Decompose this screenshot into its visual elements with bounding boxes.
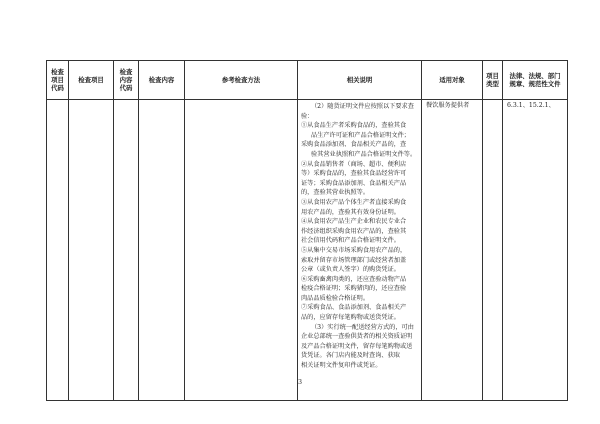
- header-item-code: 检查 项目 代码: [47, 61, 69, 100]
- description-line: 验：: [301, 112, 314, 120]
- header-target: 适用对象: [422, 61, 483, 100]
- header-laws: 法律、法规、部门 规章、规范性文件: [503, 61, 568, 100]
- cell-description: [298, 100, 422, 401]
- description-line: 及产品合格证明文件，留存每笔购物或送: [301, 342, 413, 350]
- description-line: 肉品品质检验合格证明。: [301, 294, 370, 302]
- description-line: ⑦采购食品、食品添加剂、食品相关产: [301, 304, 407, 312]
- header-description: 相关说明: [298, 61, 422, 100]
- description-line: 证等；采购食品添加剂、食品相关产品: [301, 179, 407, 187]
- laws-text: 6.3.1、15.2.1、: [507, 102, 555, 109]
- cell-content: [139, 100, 185, 401]
- table-row: [47, 100, 568, 401]
- header-type: 项目 类型: [483, 61, 503, 100]
- description-line: 检疫合格证明；采购猪肉的，还应查验: [301, 285, 407, 293]
- description-line: ③从食用农产品个体生产者直接采购食: [301, 198, 407, 206]
- description-line: 验其营业执照和产品合格证明文件等。: [311, 150, 417, 158]
- description-line: 用农产品的，查验其有效身份证明。: [301, 208, 400, 216]
- cell-content-code: [114, 100, 139, 401]
- cell-item: [69, 100, 114, 401]
- header-content-code: 检查 内容 代码: [114, 61, 139, 100]
- description-line: ⑥采购畜禽肉类的，还应查验动物产品: [301, 275, 407, 283]
- header-content: 检查内容: [139, 61, 185, 100]
- description-line: ④从食用农产品生产企业和农民专业合: [301, 218, 407, 226]
- description-line: （3）实行统一配送经营方式的，可由: [311, 323, 414, 331]
- description-line: ⑤从集中交易市场采购食用农产品的，: [301, 246, 407, 254]
- cell-method: [185, 100, 298, 401]
- header-item: 检查项目: [69, 61, 114, 100]
- target-text: 餐饮服务提供者: [426, 102, 470, 109]
- description-line: 等）采购食品的，查验其食品经营许可: [301, 170, 407, 178]
- description-line: 品生产许可证和产品合格证明文件；: [311, 131, 410, 139]
- cell-item-code: [47, 100, 69, 401]
- cell-target: [422, 100, 483, 401]
- description-line: 采购食品添加剂、食品相关产品的，查: [301, 141, 407, 149]
- description-text: [298, 100, 421, 371]
- description-line: 企业总部统一查验供货者的相关资质证明: [301, 333, 413, 341]
- table-header-row: [47, 61, 568, 100]
- page-number: 3: [297, 378, 303, 386]
- description-line: 相关证明文件复印件或凭证。: [301, 362, 382, 370]
- description-line: 索取并留存市场管理部门或经营者加盖: [301, 256, 407, 264]
- description-line: ①从食品生产者采购食品的，查验其食: [301, 122, 407, 130]
- description-line: 货凭证。各门店内能及时查询、获取: [301, 352, 400, 360]
- header-method: 参考检查方法: [185, 61, 298, 100]
- description-line: ②从食品销售者（商场、超市、便利店: [301, 160, 407, 168]
- description-line: 社会信用代码和产品合格证明文件。: [301, 237, 400, 245]
- description-line: 公章（或负责人签字）的购货凭证。: [301, 266, 400, 274]
- description-line: 作经济组织采购食用农产品的，查验其: [301, 227, 407, 235]
- inspection-table: [46, 60, 568, 401]
- cell-type: [483, 100, 503, 401]
- cell-laws: [503, 100, 568, 401]
- description-line: （2）随货证明文件应按照以下要求查: [311, 103, 414, 110]
- description-line: 品的，应留存每笔购物或送货凭证。: [301, 314, 400, 322]
- description-line: 的，查验其营业执照等。: [301, 189, 370, 197]
